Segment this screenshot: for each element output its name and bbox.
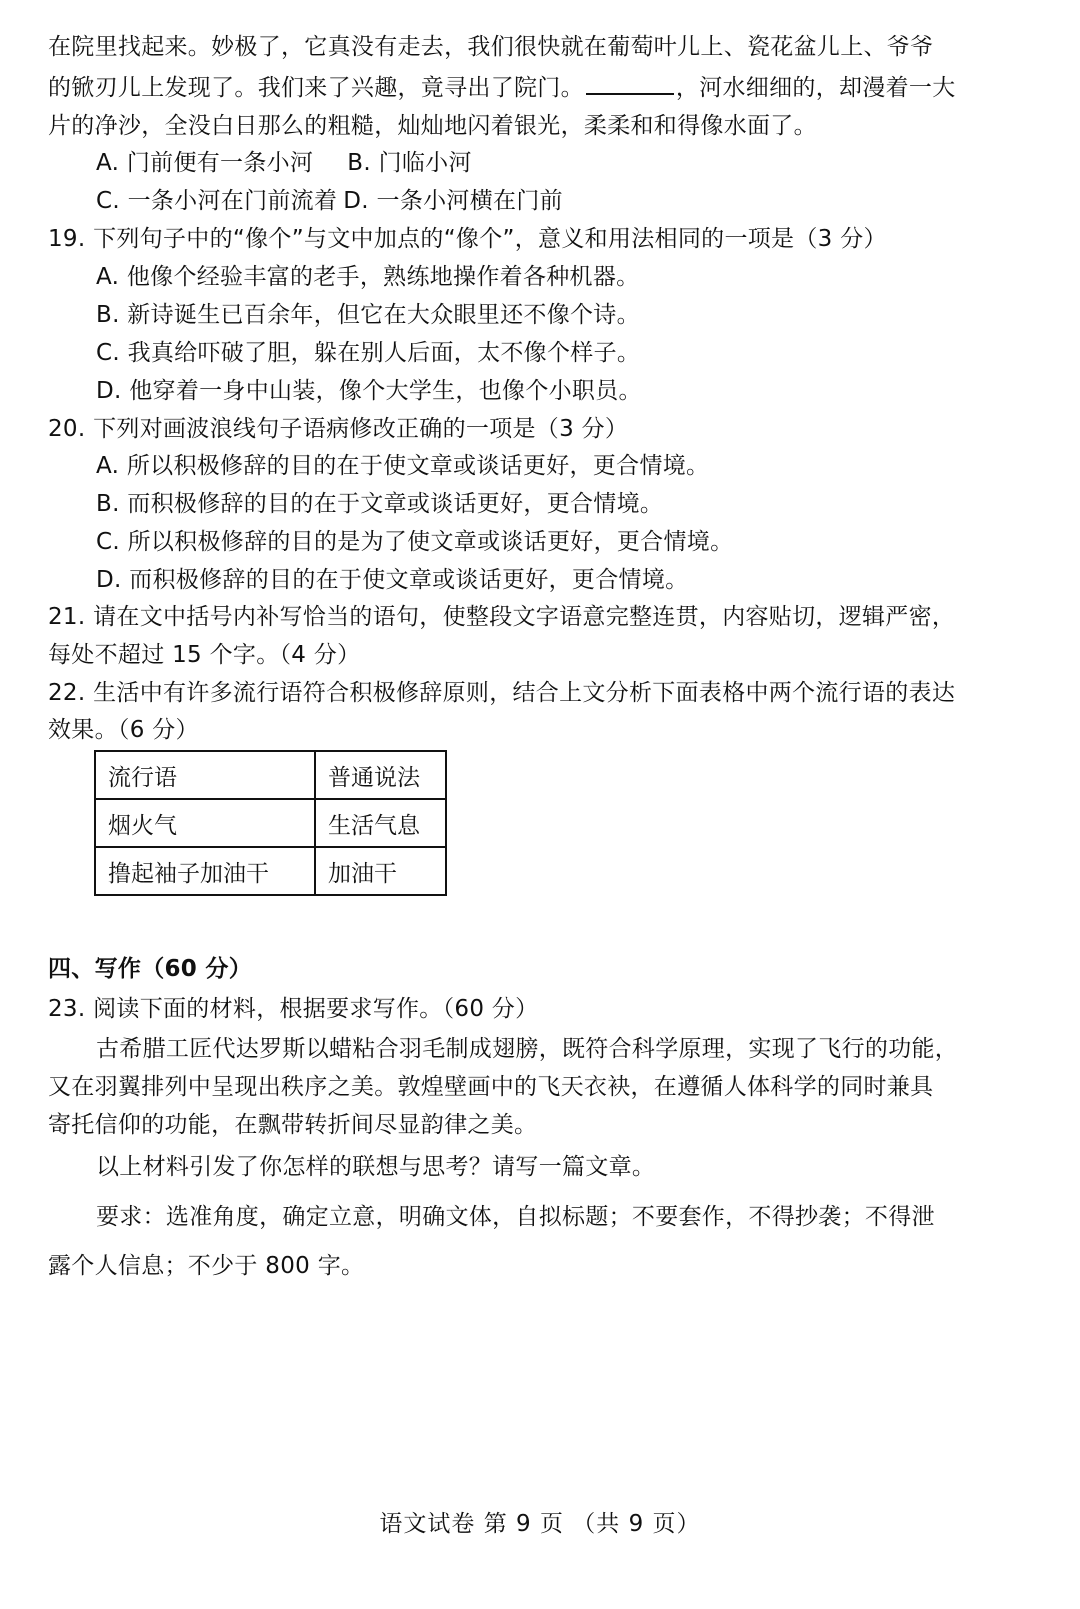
section-heading-writing: 四、写作（60 分） <box>48 956 253 982</box>
q23-stem: 23. 阅读下面的材料，根据要求写作。（60 分） <box>48 996 539 1022</box>
q18-option-d: D. 一条小河横在门前 <box>343 188 563 214</box>
material-line-2: 又在羽翼排列中呈现出秩序之美。敦煌壁画中的飞天衣袂，在遵循人体科学的同时兼具 <box>48 1074 934 1100</box>
passage-line-2-end: ，河水细细的，却漫着一大 <box>675 75 956 101</box>
q20-option-c: C. 所以积极修辞的目的是为了使文章或谈话更好，更合情境。 <box>96 529 734 555</box>
q19-option-d: D. 他穿着一身中山装，像个大学生，也像个小职员。 <box>96 378 642 404</box>
q18-option-c: C. 一条小河在门前流着 <box>96 188 338 214</box>
q22-line-1: 22. 生活中有许多流行语符合积极修辞原则，结合上文分析下面表格中两个流行语的表达 <box>48 680 956 706</box>
requirements-line-1: 要求：选准角度，确定立意，明确文体，自拟标题；不要套作，不得抄袭；不得泄 <box>96 1204 935 1230</box>
material-line-3: 寄托信仰的功能，在飘带转折间尽显韵律之美。 <box>48 1112 538 1138</box>
table-cell: 烟火气 <box>95 799 315 847</box>
passage-line-3: 片的净沙，全没白日那么的粗糙，灿灿地闪着银光，柔柔和和得像水面了。 <box>48 113 817 139</box>
q19-option-b: B. 新诗诞生已百余年，但它在大众眼里还不像个诗。 <box>96 302 640 328</box>
table-row <box>95 847 446 895</box>
fill-in-blank <box>586 69 674 95</box>
passage-line-1: 在院里找起来。妙极了，它真没有走去，我们很快就在葡萄叶儿上、瓷花盆儿上、爷爷 <box>48 34 934 60</box>
table-cell: 撸起袖子加油干 <box>95 847 315 895</box>
material-line-1: 古希腊工匠代达罗斯以蜡粘合羽毛制成翅膀，既符合科学原理，实现了飞行的功能， <box>96 1036 959 1062</box>
passage-line-2 <box>48 69 1040 107</box>
q18-options-row-1 <box>96 144 1080 182</box>
q20-stem: 20. 下列对画波浪线句子语病修改正确的一项是（3 分） <box>48 416 629 442</box>
q19-option-a: A. 他像个经验丰富的老手，熟练地操作着各种机器。 <box>96 264 640 290</box>
q21-line-1: 21. 请在文中括号内补写恰当的语句，使整段文字语意完整连贯，内容贴切，逻辑严密， <box>48 604 956 630</box>
slang-table <box>94 750 447 896</box>
q20-option-d: D. 而积极修辞的目的在于使文章或谈话更好，更合情境。 <box>96 567 689 593</box>
q22-line-2: 效果。（6 分） <box>48 717 199 743</box>
requirements-line-2: 露个人信息；不少于 800 字。 <box>48 1253 365 1279</box>
q18-option-b: B. 门临小河 <box>347 150 472 176</box>
table-row <box>95 799 446 847</box>
page-footer: 语文试卷 第 9 页 （共 9 页） <box>379 1511 701 1537</box>
q21-line-2: 每处不超过 15 个字。（4 分） <box>48 642 361 668</box>
q19-option-c: C. 我真给吓破了胆，躲在别人后面，太不像个样子。 <box>96 340 641 366</box>
table-cell: 加油干 <box>315 847 446 895</box>
q20-option-b: B. 而积极修辞的目的在于文章或谈话更好，更合情境。 <box>96 491 664 517</box>
q18-options-row-2 <box>96 182 1080 220</box>
q18-option-a: A. 门前便有一条小河 <box>96 150 314 176</box>
passage-line-2-start: 的锨刃儿上发现了。我们来了兴趣，竟寻出了院门。 <box>48 75 584 101</box>
q19-stem: 19. 下列句子中的“像个”与文中加点的“像个”，意义和用法相同的一项是（3 分） <box>48 226 887 252</box>
table-header-row <box>95 751 446 799</box>
table-header-normal: 普通说法 <box>315 751 446 799</box>
writing-prompt: 以上材料引发了你怎样的联想与思考？请写一篇文章。 <box>96 1154 656 1180</box>
table-header-slang: 流行语 <box>95 751 315 799</box>
q20-option-a: A. 所以积极修辞的目的在于使文章或谈话更好，更合情境。 <box>96 453 710 479</box>
table-cell: 生活气息 <box>315 799 446 847</box>
